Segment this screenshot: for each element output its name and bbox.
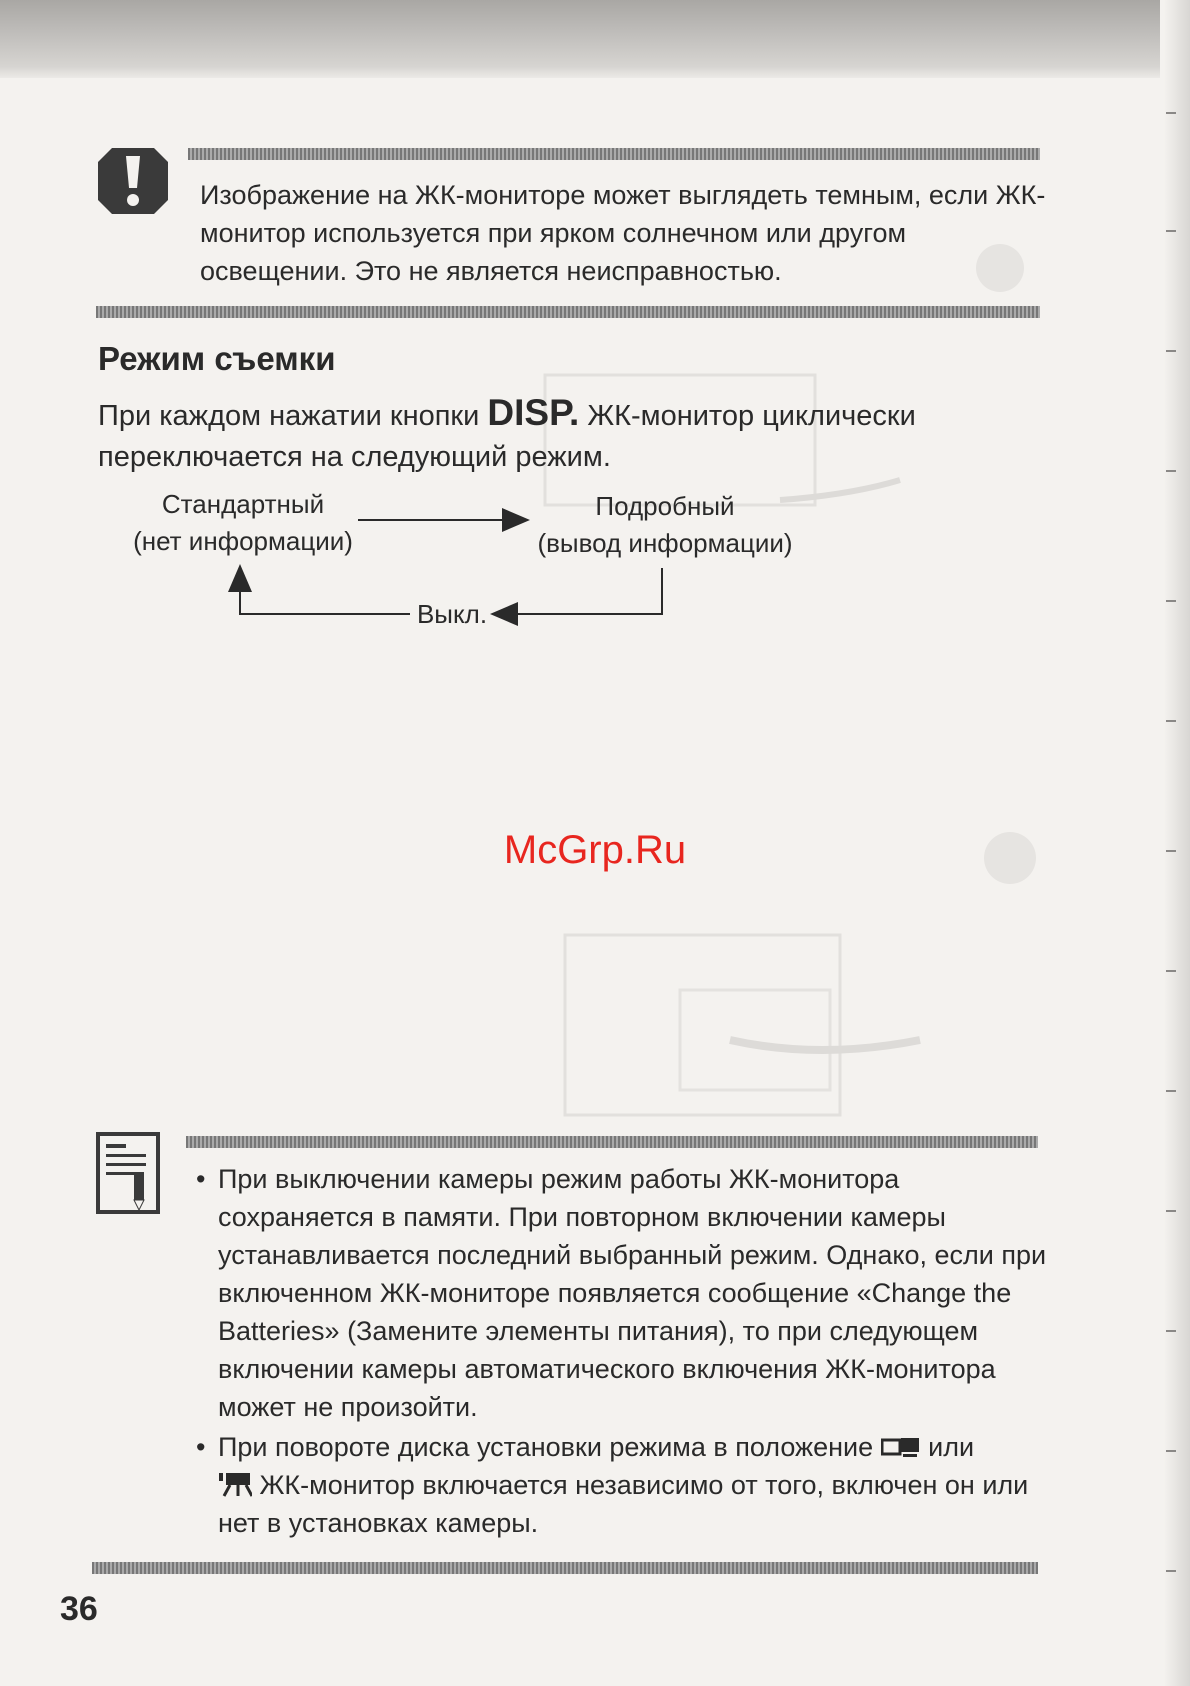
diagram-standard-line2: (нет информации) [133,526,353,556]
diagram-standard-line1: Стандартный [161,489,325,519]
arrow-off-to-standard [240,568,410,614]
page-number: 36 [60,1590,98,1628]
watermark: McGrp.Ru [503,828,687,872]
intro-text-before: При каждом нажатии кнопки [98,400,488,432]
diagram-off: Выкл. [416,599,488,629]
diagram-detailed [518,488,812,562]
memo-item [196,1160,1056,1426]
memo-item [196,1428,1056,1542]
bullet-marker: • [196,1432,206,1462]
intro-text-after: ЖК-монитор циклически переключается на следующий режим. [98,400,916,473]
memo-item-1-text: При выключении камеры режим работы ЖК-монитора сохраняется в памяти. При повторном включении камеры устанавливается последний выбранный режим. Однако, если при включенном ЖК-мониторе появляется сообщение «Change the Batteries» (Замените элементы питания), то при следующем включении камеры автоматического включения ЖК-монитора может не произойти. [218,1164,1047,1422]
memo-list [196,1160,1056,1542]
memo-item-2-before: При повороте диска установки режима в положение [218,1432,881,1462]
diagram-detailed-line2: (вывод информации) [537,528,793,558]
memo-top-rule [186,1136,1038,1148]
movie-mode-icon [218,1471,252,1497]
memo-item-2-mid: или [920,1432,975,1462]
diagram-detailed-line1: Подробный [595,491,735,521]
arrow-detailed-to-off [494,568,662,614]
diagram-standard [108,486,378,560]
memo-item-2-after: ЖК-монитор включается независимо от того, включен он или нет в установках камеры. [218,1470,1029,1538]
bullet-marker: • [196,1164,206,1194]
memo-bottom-rule [92,1562,1038,1574]
memo-item-2-text [196,1428,1056,1542]
stitch-mode-icon [881,1436,921,1458]
disp-button-label: DISP. [487,392,580,433]
caution-text: Изображение на ЖК-мониторе может выглядеть темным, если ЖК-монитор используется при ярком солнечном или другом освещении. Это не является неисправностью. [200,180,1046,286]
memo-pencil-icon [96,1132,164,1216]
section-heading: Режим съемки [98,340,336,377]
